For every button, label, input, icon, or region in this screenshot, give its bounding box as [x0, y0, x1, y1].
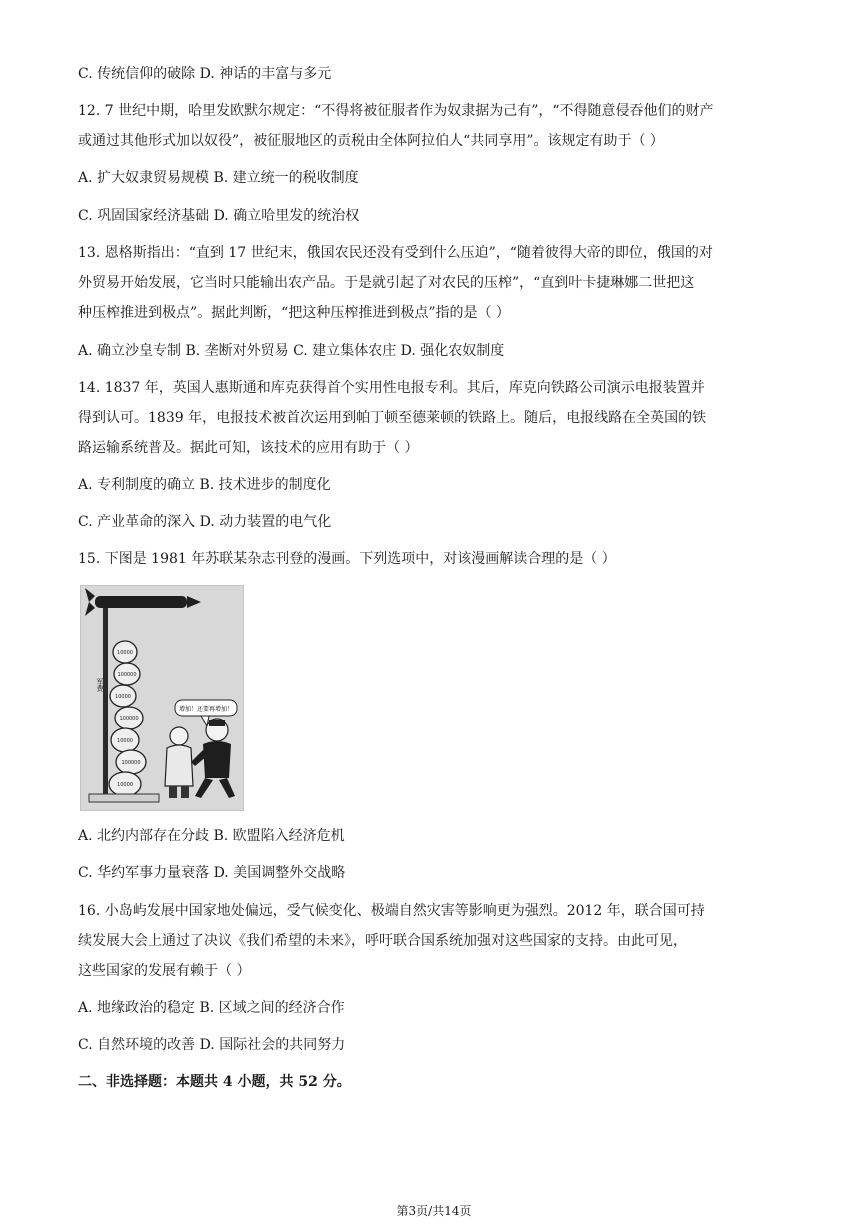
q14-option-cd: C. 产业革命的深入 D. 动力装置的电气化 [78, 514, 332, 530]
money-bag-label: 10000 [117, 650, 133, 656]
q12-option-ab: A. 扩大奴隶贸易规模 B. 建立统一的税收制度 [78, 170, 359, 186]
q13-stem-line-3: 种压榨推进到极点”。据此判断，“把这种压榨推进到极点”指的是（ ） [78, 305, 510, 321]
pedestal [89, 794, 159, 802]
money-bag-label: 10000 [117, 782, 133, 788]
pole-label: 军费 [96, 678, 104, 692]
money-bag-label: 10000 [115, 694, 131, 700]
money-bag-label: 100000 [117, 672, 137, 678]
cartoon-figure-1 [165, 727, 193, 798]
q16-option-ab: A. 地缘政治的稳定 B. 区域之间的经济合作 [78, 1000, 345, 1016]
section-title: 二、非选择题：本题共 4 小题，共 52 分。 [78, 1074, 351, 1090]
missile-icon [85, 588, 201, 616]
q15-option-cd: C. 华约军事力量衰落 D. 美国调整外交战略 [78, 865, 346, 881]
q13-options: A. 确立沙皇专制 B. 垄断对外贸易 C. 建立集体农庄 D. 强化农奴制度 [78, 343, 505, 359]
q12-stem-line-2: 或通过其他形式加以奴役”，被征服地区的贡税由全体阿拉伯人“共同享用”。该规定有助于（ ） [78, 133, 664, 149]
page-footer: 第3页/共14页 [396, 1204, 472, 1218]
cartoon-drawing [81, 586, 243, 810]
speech-bubble [175, 700, 237, 726]
money-bag-label: 10000 [117, 738, 133, 744]
q12-stem-line-1: 12. 7 世纪中期，哈里发欧默尔规定：“不得将被征服者作为奴隶据为己有”，“不得随意侵吞他们的财产 [78, 103, 714, 119]
q15-option-ab: A. 北约内部存在分歧 B. 欧盟陷入经济危机 [78, 828, 345, 844]
q11-option-cd: C. 传统信仰的破除 D. 神话的丰富与多元 [78, 66, 332, 82]
q12-option-cd: C. 巩固国家经济基础 D. 确立哈里发的统治权 [78, 208, 360, 224]
q16-stem-line-3: 这些国家的发展有赖于（ ） [78, 963, 251, 979]
q14-stem-line-3: 路运输系统普及。据此可知，该技术的应用有助于（ ） [78, 440, 419, 456]
cartoon-figure-2 [191, 719, 235, 798]
money-bag-label: 100000 [119, 716, 139, 722]
q14-option-ab: A. 专利制度的确立 B. 技术进步的制度化 [78, 477, 331, 493]
q16-stem-line-1: 16. 小岛屿发展中国家地处偏远，受气候变化、极端自然灾害等影响更为强烈。2012 年，联合国可持 [78, 903, 705, 919]
soviet-cartoon-image [80, 585, 244, 811]
q13-stem-line-1: 13. 恩格斯指出：“直到 17 世纪末，俄国农民还没有受到什么压迫”，“随着彼得大帝的即位，俄国的对 [78, 245, 713, 261]
q13-stem-line-2: 外贸易开始发展，它当时只能输出农产品。于是就引起了对农民的压榨”，“直到叶卡捷琳娜二世把这 [78, 275, 695, 291]
q16-stem-line-2: 续发展大会上通过了决议《我们希望的未来》，呼吁联合国系统加强对这些国家的支持。由此可见， [78, 933, 687, 949]
pole [103, 608, 108, 798]
q14-stem-line-1: 14. 1837 年，英国人惠斯通和库克获得首个实用性电报专利。其后，库克向铁路公司演示电报装置并 [78, 380, 705, 396]
money-bag-label: 100000 [121, 760, 141, 766]
q15-stem: 15. 下图是 1981 年苏联某杂志刊登的漫画。下列选项中，对该漫画解读合理的是（ ） [78, 551, 616, 567]
speech-bubble-text: 增加！还要再增加！ [178, 706, 234, 713]
q16-option-cd: C. 自然环境的改善 D. 国际社会的共同努力 [78, 1037, 346, 1053]
q14-stem-line-2: 得到认可。1839 年，电报技术被首次运用到帕丁顿至德莱顿的铁路上。随后，电报线路在全英国的铁 [78, 410, 707, 426]
